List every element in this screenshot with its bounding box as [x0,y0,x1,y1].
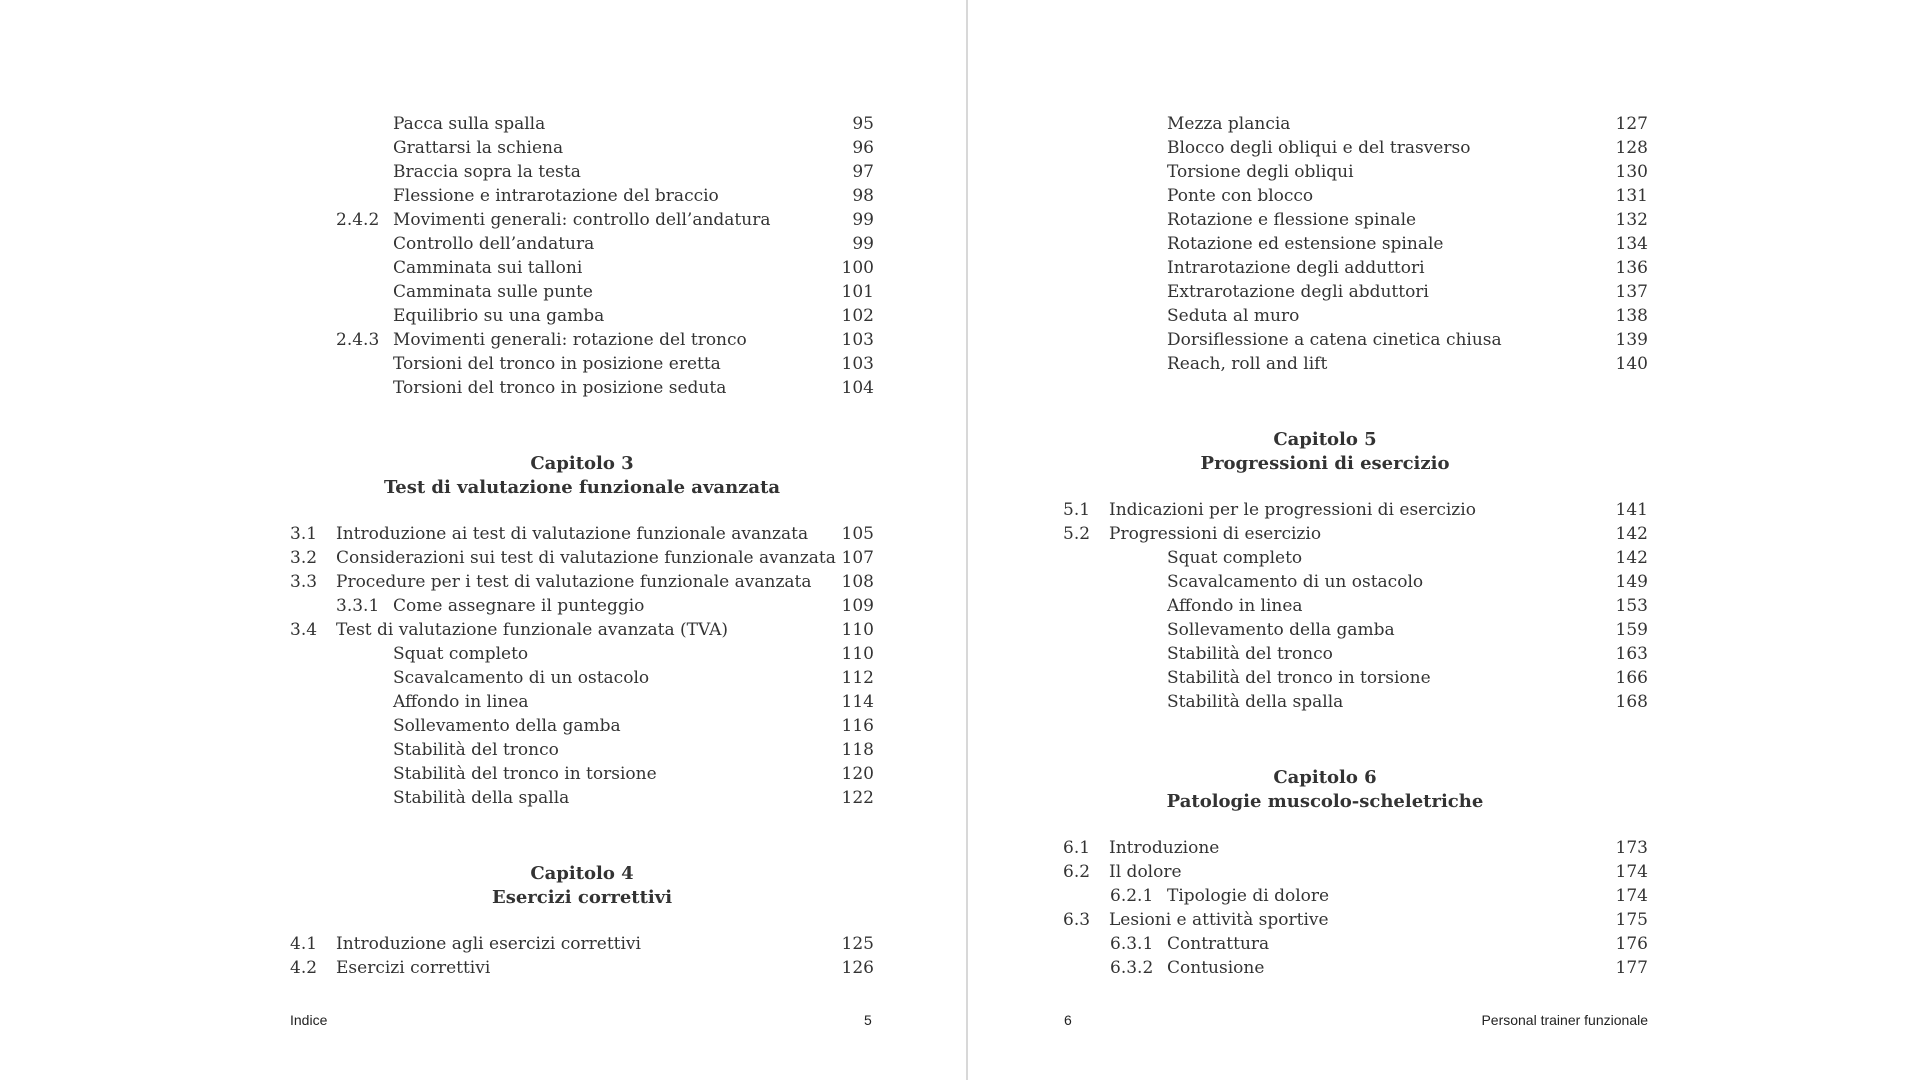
toc-entry [0,546,966,570]
toc-entry [968,932,1920,956]
toc-entry [0,280,966,304]
toc-entry-title: Contusione [1167,958,1265,978]
toc-entry [968,666,1920,690]
toc-entry-page: 174 [1615,862,1648,882]
toc-entry-title: Lesioni e attività sportive [1109,910,1329,930]
toc-entry-title: Esercizi correttivi [336,958,491,978]
toc-entry-title: Affondo in linea [1167,596,1303,616]
toc-entry [0,666,966,690]
toc-entry-number: 6.3 [1063,910,1091,930]
toc-entry [968,570,1920,594]
toc-entry [968,690,1920,714]
toc-entry [968,522,1920,546]
toc-entry-page: 118 [841,740,874,760]
toc-entry-title: Grattarsi la schiena [393,138,564,158]
footer-page-number: 5 [864,1012,872,1028]
toc-entry [968,860,1920,884]
chapter-4-label: Capitolo 4 [530,863,634,884]
toc-entry-title: Camminata sulle punte [393,282,593,302]
toc-entry-number: 4.1 [290,934,318,954]
toc-entry [0,112,966,136]
footer-page-number: 6 [1064,1012,1072,1028]
toc-entry [0,738,966,762]
chapter-3-label: Capitolo 3 [530,453,634,474]
toc-entry-title: Camminata sui talloni [393,258,583,278]
toc-entry [0,522,966,546]
toc-entry [968,328,1920,352]
toc-entry [968,884,1920,908]
toc-entry-title: Stabilità della spalla [393,788,570,808]
toc-entry-number: 6.2 [1063,862,1091,882]
chapter-5-heading [1025,428,1625,476]
chapter-3-heading [282,452,882,500]
footer-book-title: Personal trainer funzionale [1481,1012,1648,1028]
toc-entry-page: 122 [841,788,874,808]
toc-entry [0,232,966,256]
toc-entry-page: 103 [841,330,874,350]
toc-entry-title: Tipologie di dolore [1167,886,1330,906]
toc-entry-number: 3.3 [290,572,318,592]
toc-entry-number: 2.4.3 [336,330,380,350]
toc-entry-page: 142 [1615,524,1648,544]
toc-entry [0,642,966,666]
toc-entry-number: 6.3.2 [1110,958,1154,978]
toc-entry [0,136,966,160]
toc-entry-page: 108 [841,572,874,592]
toc-entry-number: 3.2 [290,548,318,568]
toc-entry [968,184,1920,208]
toc-entry-page: 149 [1615,572,1648,592]
toc-entry-page: 125 [841,934,874,954]
chapter-5-title: Progressioni di esercizio [1200,453,1450,474]
toc-entry-page: 96 [852,138,874,158]
toc-entry-page: 116 [841,716,874,736]
toc-entry-title: Ponte con blocco [1167,186,1314,206]
toc-entry-title: Seduta al muro [1167,306,1300,326]
toc-entry [0,352,966,376]
toc-entry-title: Torsioni del tronco in posizione eretta [393,354,721,374]
toc-entry-number: 3.4 [290,620,318,640]
toc-entry [968,160,1920,184]
toc-entry-page: 102 [841,306,874,326]
toc-entry [968,304,1920,328]
toc-entry-page: 153 [1615,596,1648,616]
toc-entry-page: 112 [841,668,874,688]
footer-section-title: Indice [290,1012,328,1028]
toc-entry-number: 4.2 [290,958,318,978]
toc-entry-page: 163 [1615,644,1648,664]
toc-entry-page: 120 [841,764,874,784]
toc-entry-title: Sollevamento della gamba [393,716,621,736]
toc-entry-page: 132 [1615,210,1648,230]
toc-entry-title: Intrarotazione degli adduttori [1167,258,1425,278]
toc-entry-title: Movimenti generali: controllo dell’andatura [393,210,771,230]
toc-entry-page: 107 [841,548,874,568]
toc-entry-number: 5.1 [1063,500,1091,520]
toc-entry-title: Dorsiflessione a catena cinetica chiusa [1167,330,1502,350]
toc-entry-title: Stabilità della spalla [1167,692,1344,712]
toc-entry-title: Squat completo [1167,548,1303,568]
toc-entry [968,352,1920,376]
toc-entry [968,280,1920,304]
toc-entry [968,546,1920,570]
toc-entry-page: 114 [841,692,874,712]
toc-entry-title: Contrattura [1167,934,1270,954]
toc-entry-page: 95 [852,114,874,134]
toc-entry [0,714,966,738]
toc-entry-title: Reach, roll and lift [1167,354,1328,374]
chapter-6-label: Capitolo 6 [1273,767,1377,788]
toc-entry-page: 103 [841,354,874,374]
toc-entry-page: 134 [1615,234,1648,254]
toc-entry-title: Blocco degli obliqui e del trasverso [1167,138,1471,158]
toc-entry-page: 99 [852,210,874,230]
toc-entry [968,112,1920,136]
toc-entry-title: Torsioni del tronco in posizione seduta [393,378,727,398]
toc-entry-page: 110 [841,644,874,664]
toc-entry-title: Introduzione [1109,838,1220,858]
toc-entry [0,208,966,232]
chapter-5-label: Capitolo 5 [1273,429,1377,450]
toc-entry-title: Rotazione ed estensione spinale [1167,234,1444,254]
toc-entry-page: 110 [841,620,874,640]
toc-entry-title: Stabilità del tronco [1167,644,1333,664]
toc-entry-title: Controllo dell’andatura [393,234,595,254]
toc-entry-title: Affondo in linea [393,692,529,712]
toc-entry-page: 130 [1615,162,1648,182]
right-page [968,0,1920,1080]
toc-entry-page: 105 [841,524,874,544]
toc-entry-page: 174 [1615,886,1648,906]
toc-entry-page: 141 [1615,500,1648,520]
toc-entry-title: Movimenti generali: rotazione del tronco [393,330,747,350]
toc-entry-title: Equilibrio su una gamba [393,306,605,326]
toc-entry [0,184,966,208]
toc-entry [0,570,966,594]
toc-entry [0,160,966,184]
toc-entry-title: Stabilità del tronco [393,740,559,760]
toc-entry [0,304,966,328]
toc-entry-page: 159 [1615,620,1648,640]
toc-entry [968,136,1920,160]
toc-entry-title: Extrarotazione degli abduttori [1167,282,1429,302]
toc-entry-page: 109 [841,596,874,616]
toc-entry-page: 138 [1615,306,1648,326]
toc-entry-page: 173 [1615,838,1648,858]
toc-entry [0,762,966,786]
chapter-6-heading [1025,766,1625,814]
toc-entry [968,642,1920,666]
toc-entry-title: Sollevamento della gamba [1167,620,1395,640]
toc-entry-page: 142 [1615,548,1648,568]
toc-entry-title: Braccia sopra la testa [393,162,581,182]
toc-entry [0,618,966,642]
toc-entry [0,594,966,618]
toc-entry [968,208,1920,232]
toc-entry-title: Torsione degli obliqui [1167,162,1354,182]
toc-entry-title: Stabilità del tronco in torsione [393,764,657,784]
toc-entry-page: 168 [1615,692,1648,712]
toc-entry-title: Introduzione ai test di valutazione funzionale avanzata [336,524,809,544]
toc-entry-title: Il dolore [1109,862,1182,882]
toc-entry-title: Mezza plancia [1167,114,1291,134]
toc-entry [0,376,966,400]
toc-entry-page: 99 [852,234,874,254]
toc-entry-title: Progressioni di esercizio [1109,524,1322,544]
toc-entry-title: Indicazioni per le progressioni di esercizio [1109,500,1476,520]
toc-entry [0,328,966,352]
toc-entry [968,232,1920,256]
toc-entry-title: Flessione e intrarotazione del braccio [393,186,719,206]
toc-entry-title: Test di valutazione funzionale avanzata (TVA) [336,620,728,640]
toc-entry-page: 175 [1615,910,1648,930]
toc-entry-page: 101 [841,282,874,302]
toc-entry-title: Pacca sulla spalla [393,114,546,134]
toc-entry-title: Squat completo [393,644,529,664]
chapter-4-heading [282,862,882,910]
toc-entry-page: 100 [841,258,874,278]
chapter-4-title: Esercizi correttivi [491,887,673,908]
toc-entry-number: 6.3.1 [1110,934,1154,954]
toc-entry-title: Rotazione e flessione spinale [1167,210,1417,230]
toc-entry [968,618,1920,642]
toc-entry-page: 139 [1615,330,1648,350]
toc-entry-title: Scavalcamento di un ostacolo [393,668,650,688]
toc-entry-number: 3.3.1 [336,596,380,616]
toc-entry-title: Stabilità del tronco in torsione [1167,668,1431,688]
toc-entry-title: Scavalcamento di un ostacolo [1167,572,1424,592]
toc-entry-page: 104 [841,378,874,398]
toc-entry-title: Come assegnare il punteggio [393,596,645,616]
toc-entry-page: 176 [1615,934,1648,954]
toc-entry-page: 140 [1615,354,1648,374]
chapter-3-title: Test di valutazione funzionale avanzata [383,477,781,498]
toc-entry-page: 126 [841,958,874,978]
toc-entry [968,956,1920,980]
toc-entry [0,256,966,280]
toc-entry-page: 177 [1615,958,1648,978]
toc-entry-page: 131 [1615,186,1648,206]
toc-entry-number: 2.4.2 [336,210,380,230]
toc-entry-page: 128 [1615,138,1648,158]
toc-entry-page: 137 [1615,282,1648,302]
toc-entry-title: Procedure per i test di valutazione funzionale avanzata [336,572,812,592]
toc-entry-title: Introduzione agli esercizi correttivi [336,934,641,954]
toc-entry-number: 3.1 [290,524,318,544]
toc-entry-number: 6.1 [1063,838,1091,858]
toc-entry [968,594,1920,618]
toc-entry [968,908,1920,932]
toc-entry [968,498,1920,522]
toc-entry [968,256,1920,280]
toc-entry-page: 166 [1615,668,1648,688]
toc-entry-number: 6.2.1 [1110,886,1154,906]
toc-entry [0,932,966,956]
toc-entry [0,786,966,810]
toc-entry [968,836,1920,860]
toc-entry-page: 98 [852,186,874,206]
toc-entry [0,690,966,714]
toc-entry-title: Considerazioni sui test di valutazione funzionale avanzata [336,548,836,568]
toc-entry-page: 127 [1615,114,1648,134]
toc-entry-page: 97 [852,162,874,182]
toc-entry [0,956,966,980]
toc-entry-page: 136 [1615,258,1648,278]
chapter-6-title: Patologie muscolo-scheletriche [1166,791,1484,812]
toc-entry-number: 5.2 [1063,524,1091,544]
